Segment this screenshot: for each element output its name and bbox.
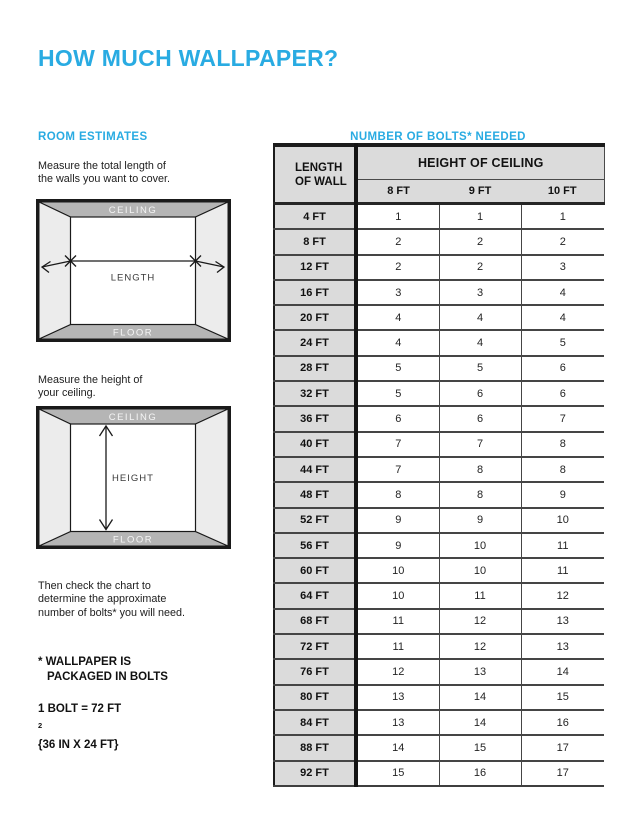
bolt-count-cell: 14 <box>521 659 604 684</box>
bolt-count-cell: 2 <box>439 255 521 280</box>
wall-length-cell: 32 FT <box>274 381 356 406</box>
table-row <box>274 381 604 406</box>
bolt-count-cell: 14 <box>439 710 521 735</box>
instruction-measure-height <box>38 374 142 401</box>
bolt-count-cell: 12 <box>521 583 604 608</box>
bolt-count-cell: 10 <box>521 508 604 533</box>
table-header-row <box>274 145 604 180</box>
room-length-diagram <box>36 199 231 342</box>
table-row <box>274 609 604 634</box>
bolt-count-cell: 12 <box>439 609 521 634</box>
bolt-count-cell: 7 <box>356 432 439 457</box>
wall-length-cell: 56 FT <box>274 533 356 558</box>
right-wall <box>196 409 229 546</box>
wall-length-cell: 4 FT <box>274 204 356 230</box>
footnote-line: * WALLPAPER IS <box>38 656 132 668</box>
bolt-count-cell: 9 <box>356 508 439 533</box>
bolts-table <box>273 143 605 787</box>
bolt-count-cell: 11 <box>439 583 521 608</box>
header-line: OF WALL <box>295 175 347 188</box>
table-row <box>274 482 604 507</box>
instruction-measure-length <box>38 160 170 187</box>
bolt-count-cell: 14 <box>356 735 439 760</box>
table-row <box>274 457 604 482</box>
left-wall <box>39 409 71 546</box>
bolt-count-cell: 9 <box>521 482 604 507</box>
length-of-wall-header <box>274 145 356 204</box>
bolt-count-cell: 6 <box>521 356 604 381</box>
header-line: LENGTH <box>295 161 343 174</box>
bolt-count-cell: 2 <box>521 229 604 254</box>
bolt-count-cell: 4 <box>439 305 521 330</box>
floor-label: FLOOR <box>112 327 154 339</box>
bolt-count-cell: 9 <box>356 533 439 558</box>
bolt-count-cell: 3 <box>521 255 604 280</box>
page-title: HOW MUCH WALLPAPER? <box>38 45 339 72</box>
bolt-count-cell: 10 <box>439 533 521 558</box>
wall-length-cell: 68 FT <box>274 609 356 634</box>
bolt-count-cell: 11 <box>521 558 604 583</box>
bolt-count-cell: 16 <box>521 710 604 735</box>
back-wall <box>71 217 196 325</box>
ceiling-label: CEILING <box>108 412 158 423</box>
table-row <box>274 634 604 659</box>
bolt-count-cell: 13 <box>521 609 604 634</box>
table-row <box>274 406 604 431</box>
bolts-needed-heading: NUMBER OF BOLTS* NEEDED <box>350 130 526 143</box>
bolt-count-cell: 8 <box>439 482 521 507</box>
wall-length-cell: 88 FT <box>274 735 356 760</box>
table-row <box>274 558 604 583</box>
bolt-count-cell: 5 <box>356 381 439 406</box>
bolt-count-cell: 16 <box>439 761 521 786</box>
bolt-count-cell: 12 <box>356 659 439 684</box>
bolt-count-cell: 4 <box>521 305 604 330</box>
instruction-line: your ceiling. <box>38 387 96 400</box>
wall-length-cell: 60 FT <box>274 558 356 583</box>
table-row <box>274 330 604 355</box>
bolt-count-cell: 13 <box>356 685 439 710</box>
bolt-count-cell: 6 <box>439 381 521 406</box>
wall-length-cell: 36 FT <box>274 406 356 431</box>
bolt-count-cell: 6 <box>356 406 439 431</box>
instruction-check-chart <box>38 580 185 621</box>
bolt-count-cell: 13 <box>521 634 604 659</box>
bolt-count-cell: 1 <box>356 204 439 230</box>
column-header-8ft: 8 FT <box>356 180 439 204</box>
height-label: HEIGHT <box>112 473 154 484</box>
wallpaper-footnote <box>38 655 168 685</box>
column-header-9ft: 9 FT <box>439 180 521 204</box>
bolt-count-cell: 12 <box>439 634 521 659</box>
wall-length-cell: 72 FT <box>274 634 356 659</box>
bolt-count-cell: 5 <box>521 330 604 355</box>
wall-length-cell: 80 FT <box>274 685 356 710</box>
bolt-count-cell: 1 <box>521 204 604 230</box>
bolt-count-cell: 11 <box>356 634 439 659</box>
instruction-line: Measure the total length of <box>38 159 166 172</box>
bolt-equation-text: 1 BOLT = 72 FT <box>38 703 122 715</box>
wall-length-cell: 84 FT <box>274 710 356 735</box>
instruction-line: the walls you want to cover. <box>38 173 171 186</box>
table-row <box>274 356 604 381</box>
bolt-count-cell: 11 <box>521 533 604 558</box>
bolt-count-cell: 1 <box>439 204 521 230</box>
wall-length-cell: 52 FT <box>274 508 356 533</box>
bolt-count-cell: 7 <box>356 457 439 482</box>
table-row <box>274 432 604 457</box>
bolt-count-cell: 3 <box>356 280 439 305</box>
bolt-count-cell: 5 <box>356 356 439 381</box>
bolt-count-cell: 2 <box>439 229 521 254</box>
bolt-count-cell: 10 <box>356 558 439 583</box>
height-of-ceiling-header: HEIGHT OF CEILING <box>356 145 604 180</box>
bolt-dimensions: {36 IN X 24 FT} <box>38 738 119 751</box>
bolt-count-cell: 13 <box>356 710 439 735</box>
wall-length-cell: 48 FT <box>274 482 356 507</box>
wall-length-cell: 12 FT <box>274 255 356 280</box>
wall-length-cell: 40 FT <box>274 432 356 457</box>
column-header-10ft: 10 FT <box>521 180 604 204</box>
bolt-count-cell: 17 <box>521 761 604 786</box>
bolt-count-cell: 7 <box>439 432 521 457</box>
left-wall <box>39 202 71 339</box>
wall-length-cell: 92 FT <box>274 761 356 786</box>
table-row <box>274 229 604 254</box>
instruction-line: determine the approximate <box>38 593 167 606</box>
length-label: LENGTH <box>110 272 156 284</box>
bolt-count-cell: 13 <box>439 659 521 684</box>
table-row <box>274 305 604 330</box>
wall-length-cell: 20 FT <box>274 305 356 330</box>
table-row <box>274 204 604 230</box>
table-row <box>274 508 604 533</box>
wall-length-cell: 44 FT <box>274 457 356 482</box>
bolt-count-cell: 14 <box>439 685 521 710</box>
bolt-count-cell: 6 <box>439 406 521 431</box>
right-wall <box>196 202 229 339</box>
bolt-count-cell: 15 <box>439 735 521 760</box>
bolt-count-cell: 8 <box>439 457 521 482</box>
bolt-count-cell: 9 <box>439 508 521 533</box>
wall-length-cell: 64 FT <box>274 583 356 608</box>
bolt-count-cell: 4 <box>439 330 521 355</box>
instruction-line: Measure the height of <box>38 373 143 386</box>
bolt-count-cell: 2 <box>356 255 439 280</box>
bolt-count-cell: 7 <box>521 406 604 431</box>
table-row <box>274 280 604 305</box>
table-row <box>274 685 604 710</box>
bolt-count-cell: 6 <box>521 381 604 406</box>
bolt-count-cell: 8 <box>521 457 604 482</box>
wall-length-cell: 16 FT <box>274 280 356 305</box>
wall-length-cell: 24 FT <box>274 330 356 355</box>
bolt-count-cell: 17 <box>521 735 604 760</box>
instruction-line: number of bolts* you will need. <box>38 606 186 619</box>
bolt-count-cell: 10 <box>356 583 439 608</box>
bolt-equation <box>38 702 121 738</box>
bolt-count-cell: 4 <box>356 305 439 330</box>
bolt-count-cell: 4 <box>521 280 604 305</box>
bolt-count-cell: 4 <box>356 330 439 355</box>
bolt-count-cell: 15 <box>521 685 604 710</box>
bolt-count-cell: 5 <box>439 356 521 381</box>
table-row <box>274 533 604 558</box>
table-row <box>274 761 604 786</box>
table-row <box>274 583 604 608</box>
table-row <box>274 710 604 735</box>
instruction-line: Then check the chart to <box>38 579 151 592</box>
bolt-count-cell: 11 <box>356 609 439 634</box>
room-height-diagram <box>36 406 231 549</box>
bolt-count-cell: 15 <box>392 767 405 780</box>
footnote-line: PACKAGED IN BOLTS <box>47 671 168 683</box>
wall-length-cell: 28 FT <box>274 356 356 381</box>
bolt-count-cell: 3 <box>439 280 521 305</box>
table-row <box>274 255 604 280</box>
table-row <box>274 735 604 760</box>
ceiling-label: CEILING <box>108 205 158 216</box>
wall-length-cell: 76 FT <box>274 659 356 684</box>
bolt-count-cell: 8 <box>521 432 604 457</box>
wall-length-cell: 8 FT <box>274 229 356 254</box>
table-row <box>274 659 604 684</box>
room-estimates-heading: ROOM ESTIMATES <box>38 130 148 143</box>
bolt-count-cell: 8 <box>356 482 439 507</box>
bolt-equation-superscript: 2 <box>38 720 43 730</box>
bolt-count-cell: 10 <box>439 558 521 583</box>
bolt-definition <box>38 702 121 753</box>
table-body <box>274 204 604 786</box>
floor-label: FLOOR <box>112 534 154 546</box>
bolt-count-cell: 2 <box>356 229 439 254</box>
